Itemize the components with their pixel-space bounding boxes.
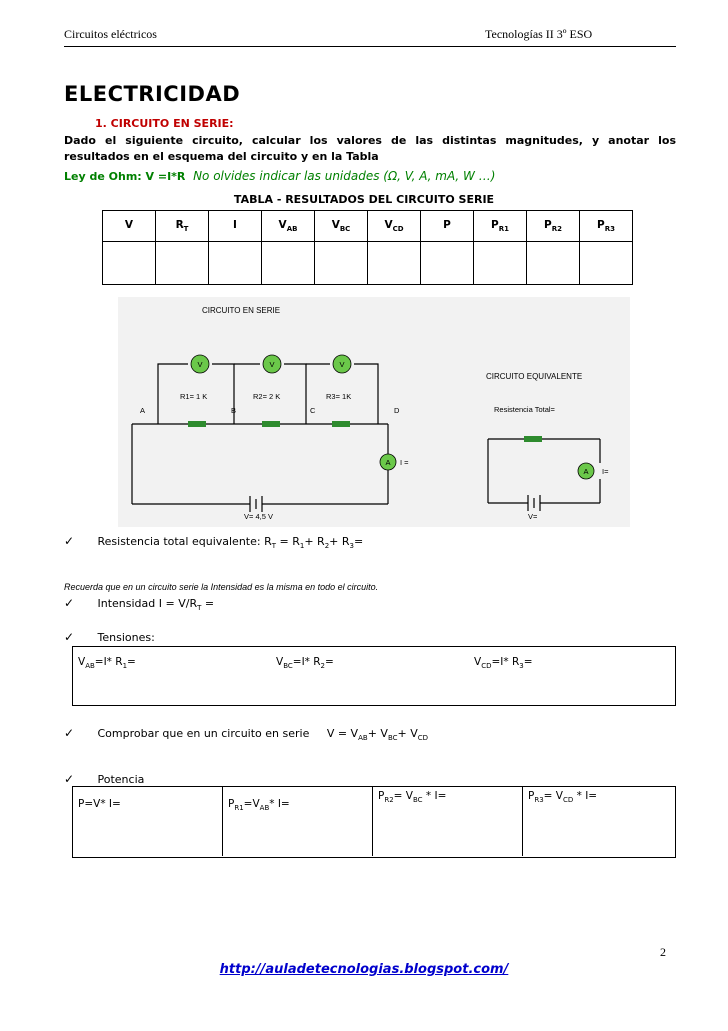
vab-formula[interactable]: $V_{AB}=I*$ $R_1=$	[78, 656, 136, 671]
checkmark-icon: ✓	[64, 772, 75, 786]
answer-cell[interactable]	[368, 242, 421, 285]
answer-cell[interactable]	[315, 242, 368, 285]
page-number: 2	[660, 945, 666, 959]
answer-cell[interactable]	[580, 242, 633, 285]
tensions-box	[72, 646, 676, 706]
equivalent-title: CIRCUITO EQUIVALENTE	[486, 372, 583, 381]
table-answer-row	[103, 242, 633, 285]
answer-cell[interactable]	[527, 242, 580, 285]
rtotal-item: ✓ Resistencia total equivalente: $R_T = R_1+ R_2+ R_3=$	[64, 534, 364, 551]
header-cell-i: I	[209, 211, 262, 242]
p-formula[interactable]: P=V* I=	[78, 798, 121, 810]
rtotal-label: Resistencia Total=	[494, 405, 555, 414]
check-item: ✓ Comprobar que en un circuito en serie $V = V_{AB}+ V_{BC}+ V_{CD}$	[64, 726, 429, 743]
resistor-total	[524, 436, 542, 442]
voltmeter-3-symbol: V	[339, 360, 345, 369]
equivalent-current-label: I=	[602, 467, 609, 476]
ohm-law: Ley de Ohm: V =I*R	[64, 170, 186, 183]
header-cell-p: P	[421, 211, 474, 242]
voltmeter-1-symbol: V	[197, 360, 203, 369]
header-cell-vcd: $V_{CD}$	[368, 211, 421, 242]
pr1-formula[interactable]: $P_{R1}=V_{AB}*$ I=	[228, 798, 290, 813]
checkmark-icon: ✓	[64, 534, 75, 548]
power-divider-3	[522, 786, 523, 856]
answer-cell[interactable]	[421, 242, 474, 285]
vbc-formula[interactable]: $V_{BC}=I*$ $R_2=$	[276, 656, 334, 671]
voltmeter-1	[191, 355, 209, 373]
section-heading: 1. CIRCUITO EN SERIE:	[95, 117, 234, 130]
voltmeter-3	[333, 355, 351, 373]
node-b-label: B	[231, 406, 237, 415]
node-d-label: D	[394, 406, 400, 415]
header-cell-vab: $V_{AB}$	[262, 211, 315, 242]
vcd-formula[interactable]: $V_{CD}=I*$ $R_3=$	[474, 656, 533, 671]
answer-cell[interactable]	[474, 242, 527, 285]
results-table	[102, 210, 633, 285]
header-cell-vbc: $V_{BC}$	[315, 211, 368, 242]
table-header-row	[103, 211, 633, 242]
ammeter	[380, 454, 396, 470]
checkmark-icon: ✓	[64, 726, 75, 740]
page-title: ELECTRICIDAD	[64, 82, 241, 106]
header-right: Tecnologías II 3º ESO	[485, 27, 593, 41]
intro-paragraph: Dado el siguiente circuito, calcular los valores de las distintas magnitudes, y anotar los resultados en el esquema del circuito y en la Tabla	[64, 134, 676, 163]
header-left: Circuitos eléctricos	[64, 27, 157, 41]
voltmeter-2-symbol: V	[269, 360, 275, 369]
series-circuit-title: CIRCUITO EN SERIE	[202, 306, 281, 315]
header-cell-pr1: $P_{R1}$	[474, 211, 527, 242]
battery-label: V= 4,5 V	[244, 512, 273, 521]
answer-cell[interactable]	[209, 242, 262, 285]
r2-label: R2= 2 K	[253, 392, 281, 401]
recall-note: Recuerda que en un circuito serie la Intensidad es la misma en todo el circuito.	[64, 582, 379, 592]
header-cell-pr2: $P_{R2}$	[527, 211, 580, 242]
node-c-label: C	[310, 406, 316, 415]
answer-cell[interactable]	[103, 242, 156, 285]
power-divider-2	[372, 786, 373, 856]
node-a-label: A	[140, 406, 146, 415]
power-item: ✓ Potencia	[64, 772, 145, 786]
ohm-law-line	[64, 169, 495, 183]
circuit-diagram	[118, 297, 630, 527]
equivalent-ammeter	[578, 463, 594, 479]
tensions-item: ✓ Tensiones:	[64, 630, 155, 644]
voltmeter-2	[263, 355, 281, 373]
equivalent-ammeter-symbol: A	[583, 467, 589, 476]
checkmark-icon: ✓	[64, 596, 75, 610]
table-caption: TABLA - RESULTADOS DEL CIRCUITO SERIE	[233, 193, 495, 206]
footer-link[interactable]: http://auladetecnologias.blogspot.com/	[219, 962, 509, 977]
resistor-r3	[332, 421, 350, 427]
current-label: I =	[400, 458, 409, 467]
resistor-r2	[262, 421, 280, 427]
r3-label: R3= 1K	[326, 392, 352, 401]
answer-cell[interactable]	[156, 242, 209, 285]
header-cell-pr3: $P_{R3}$	[580, 211, 633, 242]
power-divider-1	[222, 786, 223, 856]
header-cell-v: V	[103, 211, 156, 242]
r1-label: R1= 1 K	[180, 392, 208, 401]
ammeter-symbol: A	[385, 458, 391, 467]
intensity-item: ✓ Intensidad $I = V/R_T$ =	[64, 596, 215, 613]
resistor-r1	[188, 421, 206, 427]
units-note: No olvides indicar las unidades (Ω, V, A, mA, W …)	[193, 169, 496, 183]
header-rule	[64, 46, 676, 47]
checkmark-icon: ✓	[64, 630, 75, 644]
pr2-formula[interactable]: $P_{R2}= V_{BC} * I=$	[378, 790, 447, 805]
pr3-formula[interactable]: $P_{R3}= V_{CD} * I=$	[528, 790, 598, 805]
header-cell-rt: $R_T$	[156, 211, 209, 242]
equivalent-battery-label: V=	[528, 512, 538, 521]
answer-cell[interactable]	[262, 242, 315, 285]
